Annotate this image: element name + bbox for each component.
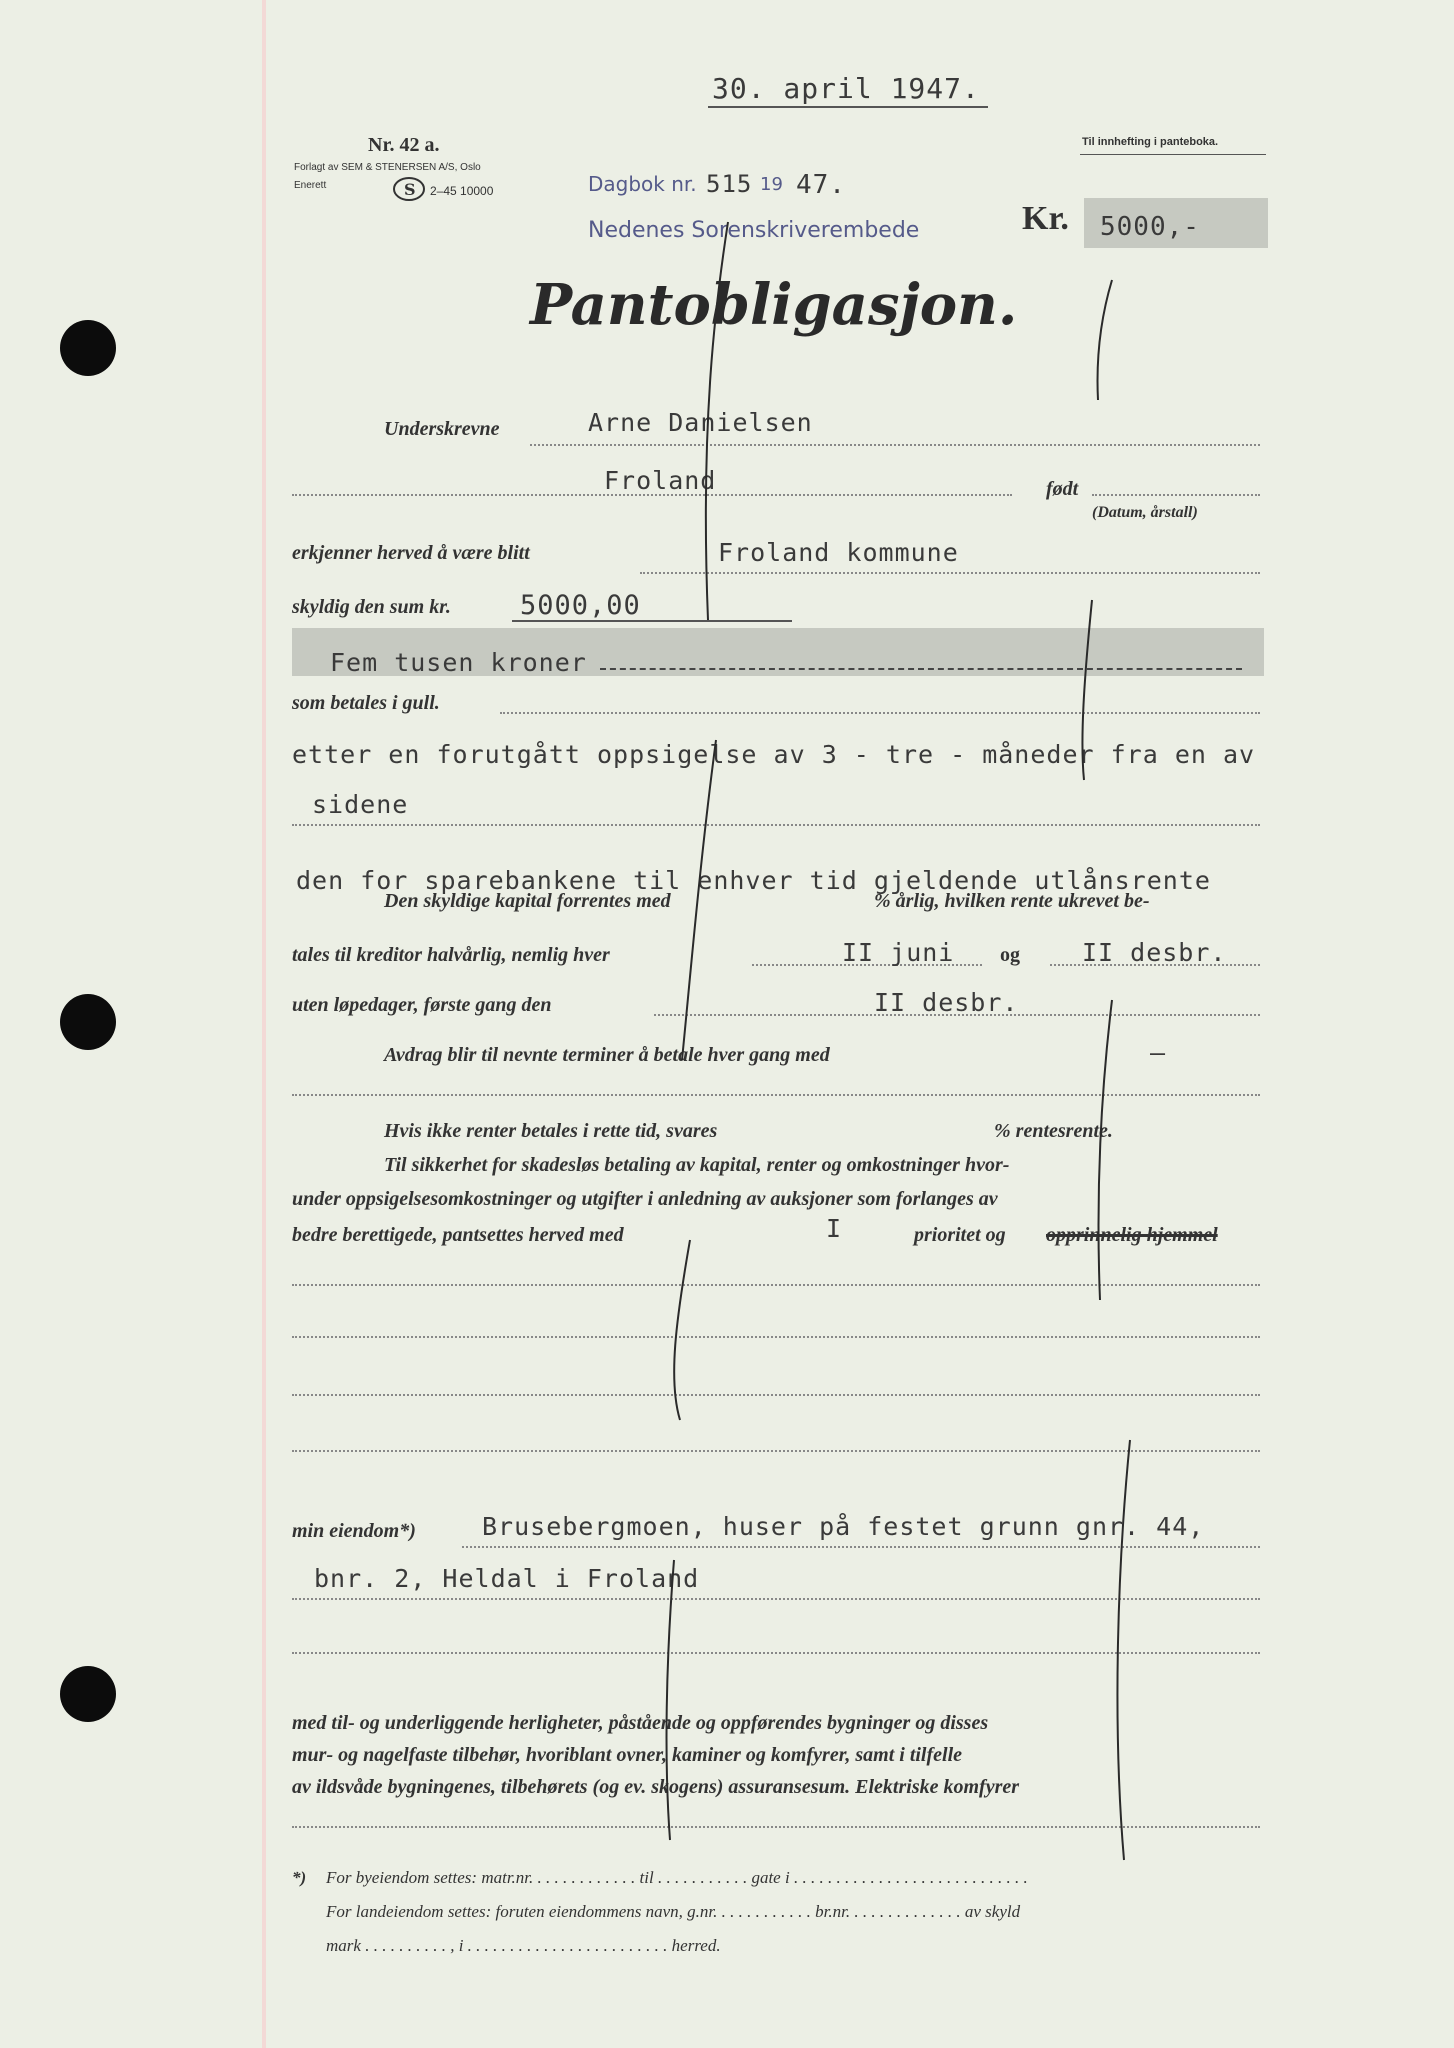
- sum-value: 5000,00: [520, 590, 641, 621]
- interest-line-1b: % årlig, hvilken rente ukrevet be-: [874, 890, 1150, 912]
- amount-value: 5000,-: [1100, 212, 1200, 242]
- pen-stroke-7: [1099, 1000, 1113, 1300]
- property-line-2: bnr. 2, Heldal i Froland: [314, 1564, 700, 1593]
- terms-line-1: etter en forutgått oppsigelse av 3 - tre - måneder fra en av: [292, 740, 1256, 769]
- sum-in-words: Fem tusen kroner: [330, 648, 587, 677]
- pen-stroke-3: [674, 1240, 690, 1420]
- late-interest-b: % rentesrente.: [994, 1120, 1113, 1142]
- late-interest-a: Hvis ikke renter betales i rette tid, svares: [384, 1120, 718, 1142]
- security-priority: I: [826, 1214, 843, 1243]
- document-date: 30. april 1947.: [712, 72, 980, 105]
- interest-and: og: [1000, 944, 1020, 966]
- footnote-mark: mark . . . . . . . . . . , i . . . . . . . . . . . . . . . . . . . . . . . . herred.: [326, 1936, 721, 1955]
- interest-date-2: II desbr.: [1082, 938, 1227, 967]
- terms-line-2: sidene: [312, 790, 409, 819]
- debtor-name: Arne Danielsen: [588, 408, 813, 437]
- born-label: født: [1046, 478, 1079, 500]
- security-line-3b: prioritet og: [914, 1224, 1006, 1246]
- appurtenances-line-1: med til- og underliggende herligheter, påstående og oppførendes bygninger og disses: [292, 1712, 989, 1734]
- amount-label: Kr.: [1022, 200, 1069, 237]
- footnote-city: For byeiendom settes: matr.nr. . . . . . . . . . . . . til . . . . . . . . . . . gate i . . . . . . . . . . . . . . . . . . . . . . . . . . . .: [326, 1868, 1028, 1887]
- property-label: min eiendom*): [292, 1520, 416, 1542]
- form-number: Nr. 42 a.: [368, 134, 440, 156]
- publisher-line: Forlagt av SEM & STENERSEN A/S, Oslo: [294, 162, 481, 173]
- dagbok-year-prefix: 19: [760, 174, 783, 195]
- appurtenances-line-2: mur- og nagelfaste tilbehør, hvoriblant ovner, kaminer og komfyrer, samt i tilfelle: [292, 1744, 963, 1766]
- property-line-1: Brusebergmoen, huser på festet grunn gnr. 44,: [482, 1512, 1205, 1541]
- debtor-label: Underskrevne: [384, 418, 500, 440]
- terms-line-3: den for sparebankene til enhver tid gjeldende utlånsrente: [296, 866, 1211, 895]
- security-struck: opprinnelig hjemmel: [1046, 1224, 1218, 1246]
- pen-stroke-1: [706, 222, 728, 620]
- dagbok-label: Dagbok nr.: [588, 172, 697, 196]
- interest-line-1a: Den skyldige kapital forrentes med: [384, 890, 671, 912]
- appurtenances-line-3: av ildsvåde bygningenes, tilbehørets (og ev. skogens) assuransesum. Elektriske komfyrer: [292, 1776, 1020, 1798]
- interest-first-date: II desbr.: [874, 988, 1019, 1017]
- born-hint: (Datum, årstall): [1092, 504, 1198, 521]
- security-line-2: under oppsigelsesomkostninger og utgifter i anledning av auksjoner som forlanges av: [292, 1188, 998, 1210]
- installment-value: –: [1150, 1038, 1167, 1067]
- print-code: 2–45 10000: [430, 184, 494, 198]
- dagbok-year: 47.: [796, 170, 846, 200]
- installment-text: Avdrag blir til nevnte terminer å betale hver gang med: [384, 1044, 830, 1066]
- debtor-place: Froland: [604, 466, 717, 495]
- gold-clause: som betales i gull.: [292, 692, 440, 714]
- pen-stroke-2: [682, 740, 716, 1060]
- sum-label: skyldig den sum kr.: [292, 596, 451, 618]
- svg-text:S: S: [404, 180, 416, 199]
- pen-stroke-5: [1098, 280, 1112, 400]
- security-line-3a: bedre berettigede, pantsettes herved med: [292, 1224, 624, 1246]
- binding-note: Til innhefting i panteboka.: [1082, 136, 1219, 148]
- document-title: Pantobligasjon.: [530, 272, 1018, 338]
- interest-date-1: II juni: [842, 938, 955, 967]
- dagbok-number: 515: [706, 170, 753, 198]
- office-stamp: Nedenes Sorenskriverembede: [588, 218, 920, 243]
- creditor-name: Froland kommune: [718, 538, 959, 567]
- interest-line-2: tales til kreditor halvårlig, nemlig hver: [292, 944, 610, 966]
- pen-stroke-6: [1082, 600, 1092, 780]
- publisher-rights: Enerett: [294, 180, 327, 191]
- security-line-1: Til sikkerhet for skadesløs betaling av kapital, renter og omkostninger hvor-: [384, 1154, 1010, 1176]
- creditor-label: erkjenner herved å være blitt: [292, 542, 530, 564]
- footnote-rural: For landeiendom settes: foruten eiendommens navn, g.nr. . . . . . . . . . . . br.nr. . . . . . . . . . . . . . av skyld: [326, 1902, 1021, 1921]
- footnote-marker: *): [292, 1868, 307, 1887]
- interest-line-3: uten løpedager, første gang den: [292, 994, 552, 1016]
- pen-stroke-8: [1117, 1440, 1130, 1860]
- pen-stroke-4: [667, 1560, 674, 1840]
